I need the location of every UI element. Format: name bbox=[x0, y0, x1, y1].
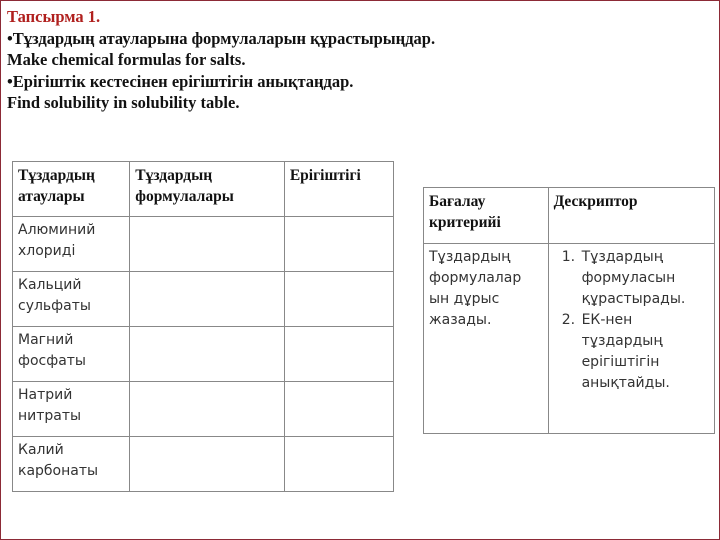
table-row bbox=[13, 327, 394, 382]
solubility-cell[interactable] bbox=[284, 327, 393, 382]
task-header bbox=[7, 6, 435, 114]
header-solubility: Ерігіштігі bbox=[284, 162, 393, 217]
salts-table-header-row bbox=[13, 162, 394, 217]
instruction-en-1: Make chemical formulas for salts. bbox=[7, 50, 246, 69]
salt-name-cell: Калий карбонаты bbox=[13, 437, 130, 492]
instruction-kk-2: •Ерігіштік кестесінен ерігіштігін анықтаңдар. bbox=[7, 71, 354, 91]
solubility-cell[interactable] bbox=[284, 217, 393, 272]
solubility-cell[interactable] bbox=[284, 382, 393, 437]
header-salt-formulas: Тұздардың формулалары bbox=[130, 162, 285, 217]
salt-name-cell: Алюминий хлориді bbox=[13, 217, 130, 272]
instruction-kk-1: •Тұздардың атауларына формулаларын құрастырыңдар. bbox=[7, 28, 436, 48]
formula-cell[interactable] bbox=[130, 327, 285, 382]
criteria-table bbox=[423, 187, 715, 434]
descriptor-list bbox=[554, 247, 709, 394]
header-salt-names: Тұздардың атаулары bbox=[13, 162, 130, 217]
solubility-cell[interactable] bbox=[284, 272, 393, 327]
formula-cell[interactable] bbox=[130, 382, 285, 437]
table-row bbox=[13, 217, 394, 272]
instruction-en-2: Find solubility in solubility table. bbox=[7, 93, 240, 112]
salt-name-cell: Магний фосфаты bbox=[13, 327, 130, 382]
formula-cell[interactable] bbox=[130, 272, 285, 327]
descriptor-item: 2. ЕК-нен тұздардың ерігіштігін анықтайды. bbox=[580, 310, 709, 394]
solubility-cell[interactable] bbox=[284, 437, 393, 492]
formula-cell[interactable] bbox=[130, 437, 285, 492]
table-row bbox=[424, 244, 715, 434]
salt-name-cell: Натрий нитраты bbox=[13, 382, 130, 437]
task-title: Тапсырма 1. bbox=[7, 7, 101, 26]
header-descriptor: Дескриптор bbox=[548, 188, 714, 244]
criteria-table-header-row bbox=[424, 188, 715, 244]
descriptor-cell bbox=[548, 244, 714, 434]
descriptor-item: 1. Тұздардың формуласын құрастырады. bbox=[580, 247, 709, 310]
formula-cell[interactable] bbox=[130, 217, 285, 272]
salts-table bbox=[12, 161, 394, 492]
table-row bbox=[13, 382, 394, 437]
salt-name-cell: Кальций сульфаты bbox=[13, 272, 130, 327]
table-row bbox=[13, 272, 394, 327]
header-criterion: Бағалау критерийі bbox=[424, 188, 549, 244]
criterion-cell: Тұздардың формулалар ын дұрыс жазады. bbox=[424, 244, 549, 434]
table-row bbox=[13, 437, 394, 492]
